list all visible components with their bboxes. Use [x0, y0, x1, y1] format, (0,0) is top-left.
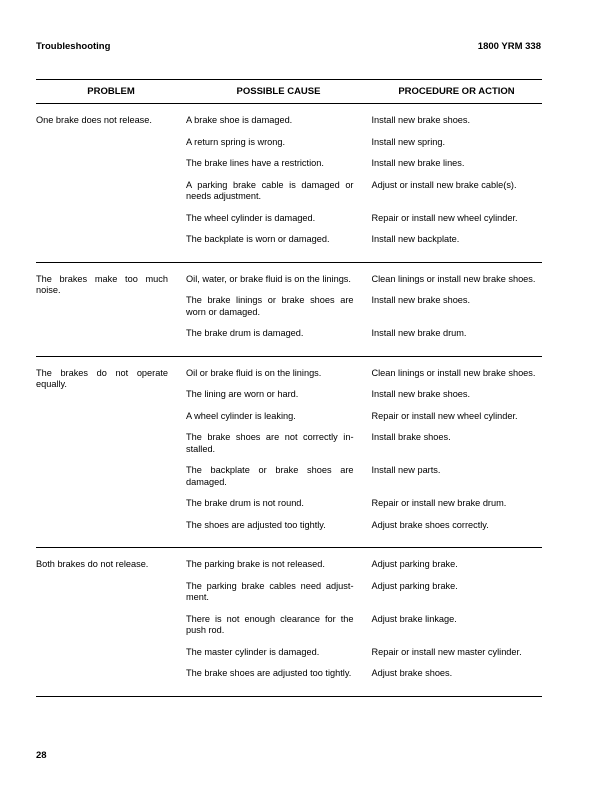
- possible-cause: Oil, water, or brake fluid is on the linings.: [186, 273, 351, 284]
- document-number: 1800 YRM 338: [477, 41, 541, 52]
- table-row: [186, 432, 542, 455]
- problem-group: [36, 104, 542, 263]
- problem-group: [36, 357, 542, 549]
- table-row: [186, 115, 542, 127]
- procedure-action: Adjust parking brake.: [371, 580, 458, 591]
- possible-cause: The brake linings or brake shoes are worn or damaged.: [186, 295, 354, 317]
- problem-text: The brakes make too much noise.: [36, 273, 168, 295]
- possible-cause: The brake drum is damaged.: [186, 328, 304, 338]
- table-row: [186, 389, 542, 401]
- procedure-action: Install new backplate.: [371, 234, 460, 244]
- table-row: [186, 465, 542, 488]
- table-row: [186, 559, 542, 571]
- possible-cause: The brake drum is not round.: [186, 498, 304, 508]
- procedure-action: Adjust parking brake.: [371, 559, 458, 569]
- table-row: [186, 234, 542, 246]
- table-row: [186, 328, 542, 340]
- column-header-cause: POSSIBLE CAUSE: [236, 85, 321, 97]
- table-row: [186, 411, 542, 423]
- possible-cause: The master cylinder is damaged.: [186, 646, 320, 657]
- table-row: [186, 213, 542, 225]
- possible-cause: The backplate is worn or damaged.: [186, 234, 330, 244]
- procedure-action: Repair or install new brake drum.: [371, 498, 507, 508]
- procedure-action: Install new brake shoes.: [371, 389, 471, 399]
- possible-cause: The parking brake is not released.: [186, 559, 325, 569]
- possible-cause: Oil or brake fluid is on the linings.: [186, 367, 322, 378]
- section-title: Troubleshooting: [36, 41, 111, 52]
- table-row: [186, 274, 542, 286]
- table-row: [186, 137, 542, 149]
- procedure-action: Repair or install new wheel cylinder.: [371, 410, 518, 421]
- procedure-action: Clean linings or install new brake shoes.: [371, 273, 536, 284]
- possible-cause: The shoes are adjusted too tightly.: [186, 519, 326, 530]
- procedure-action: Install new spring.: [371, 136, 446, 147]
- page-number: 28: [36, 750, 47, 761]
- table-body: [36, 104, 542, 697]
- possible-cause: The brake lines have a restriction.: [186, 158, 324, 168]
- table-row: [186, 668, 542, 680]
- possible-cause: A brake shoe is damaged.: [186, 115, 293, 125]
- table-row: [186, 647, 542, 659]
- problem-text: One brake does not release.: [36, 115, 152, 125]
- possible-cause: The brake shoes are not correctly installed.: [186, 432, 354, 454]
- possible-cause: A wheel cylinder is leaking.: [186, 410, 296, 421]
- table-row: [186, 498, 542, 510]
- table-row: [186, 614, 542, 637]
- problem-text: The brakes do not operate equally.: [36, 367, 168, 389]
- procedure-action: Install new brake lines.: [371, 158, 465, 168]
- table-row: [186, 368, 542, 380]
- procedure-action: Adjust brake shoes correctly.: [371, 519, 489, 530]
- procedure-action: Adjust brake linkage.: [371, 613, 457, 624]
- procedure-action: Install new brake drum.: [371, 328, 467, 338]
- problem-group: [36, 548, 542, 697]
- possible-cause: The wheel cylinder is damaged.: [186, 212, 316, 223]
- table-row: [186, 581, 542, 604]
- procedure-action: Install new brake shoes.: [371, 295, 471, 305]
- problem-text: Both brakes do not release.: [36, 559, 149, 569]
- possible-cause: A parking brake cable is damaged or needs adjustment.: [186, 179, 354, 201]
- problem-group: [36, 263, 542, 357]
- column-header-action: PROCEDURE OR ACTION: [398, 85, 515, 97]
- procedure-action: Install brake shoes.: [371, 432, 451, 442]
- possible-cause: The parking brake cables need adjustment.: [186, 580, 354, 602]
- table-row: [186, 295, 542, 318]
- procedure-action: Adjust brake shoes.: [371, 668, 453, 678]
- procedure-action: Clean linings or install new brake shoes.: [371, 367, 536, 378]
- possible-cause: The brake shoes are adjusted too tightly.: [186, 668, 352, 678]
- table-row: [186, 180, 542, 203]
- possible-cause: There is not enough clearance for the push rod.: [186, 613, 354, 635]
- possible-cause: The backplate or brake shoes are damaged.: [186, 465, 354, 487]
- table-row: [186, 158, 542, 170]
- procedure-action: Install new brake shoes.: [371, 115, 471, 125]
- procedure-action: Adjust or install new brake cable(s).: [371, 179, 517, 190]
- procedure-action: Install new parts.: [371, 465, 441, 475]
- procedure-action: Repair or install new master cylinder.: [371, 646, 522, 657]
- procedure-action: Repair or install new wheel cylinder.: [371, 212, 518, 223]
- column-header-problem: PROBLEM: [87, 85, 135, 97]
- table-header: [36, 80, 542, 104]
- possible-cause: The lining are worn or hard.: [186, 389, 299, 399]
- possible-cause: A return spring is wrong.: [186, 136, 286, 147]
- troubleshooting-table: [36, 79, 542, 697]
- table-row: [186, 520, 542, 532]
